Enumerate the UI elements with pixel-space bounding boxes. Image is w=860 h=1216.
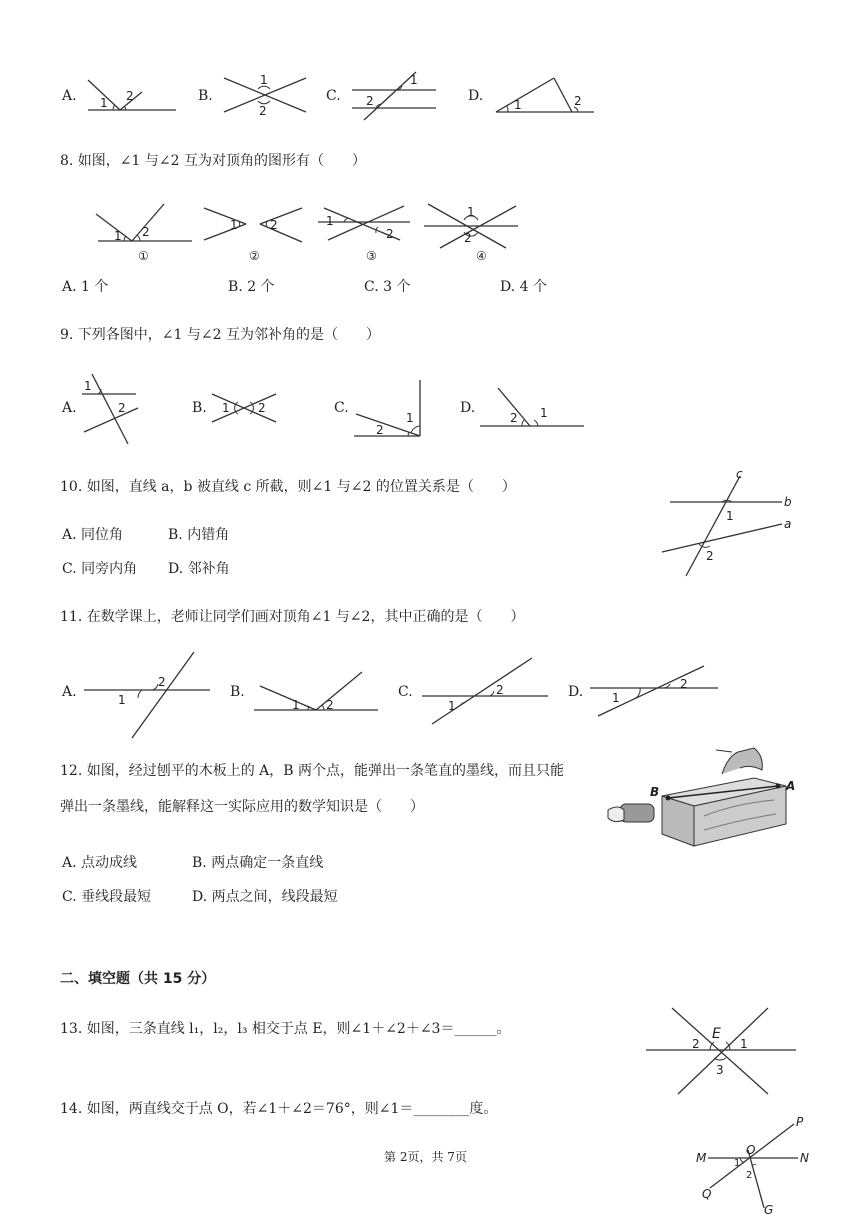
q7-option-b: B. (198, 88, 213, 104)
q7-figure-d (492, 72, 602, 118)
svg-text:1: 1 (406, 411, 414, 425)
svg-text:1: 1 (292, 698, 300, 712)
q14-label-g: G (764, 1203, 774, 1216)
q13-angle3: 3 (716, 1063, 724, 1077)
q10-label-c: c (736, 467, 743, 481)
q14-label-n: N (800, 1151, 809, 1165)
q10-figure (656, 468, 806, 580)
svg-text:1: 1 (448, 699, 456, 713)
q14-label-q: Q (702, 1187, 712, 1201)
svg-text:2: 2 (142, 225, 150, 239)
q11-figure-d (588, 662, 722, 722)
q10-label-a: a (784, 517, 792, 531)
q9-text: 9. 下列各图中，∠1 与∠2 互为邻补角的是（ ） (60, 327, 380, 343)
q13-figure (644, 1000, 798, 1100)
q10-option-c: C. 同旁内角 (62, 561, 138, 577)
svg-text:2: 2 (258, 401, 266, 415)
q14-figure (694, 1116, 814, 1216)
q9-option-b: B. (192, 400, 207, 416)
q7-figure-b (222, 72, 312, 122)
q14-angle1: 1 (734, 1158, 741, 1169)
q11-option-c: C. (398, 684, 413, 700)
q8-fig-label-1: ① (138, 249, 149, 263)
q7-b-angle2: 2 (259, 104, 267, 118)
q7-option-c: C. (326, 88, 341, 104)
q9-option-d: D. (460, 400, 476, 416)
svg-text:1: 1 (118, 693, 126, 707)
svg-text:2: 2 (326, 698, 334, 712)
q8-figure-4 (420, 196, 520, 263)
q10-option-b: B. 内错角 (168, 527, 230, 543)
q8-text: 8. 如图，∠1 与∠2 互为对顶角的图形有（ ） (60, 153, 366, 169)
q10-option-d: D. 邻补角 (168, 561, 230, 577)
q9-figure-d (478, 384, 586, 430)
q13-label-e: E (712, 1026, 721, 1042)
svg-text:2: 2 (270, 218, 278, 232)
q10-angle2: 2 (706, 549, 714, 563)
q9-figure-b (210, 388, 280, 428)
svg-text:2: 2 (680, 677, 688, 691)
q9-figure-c (352, 378, 426, 440)
q10-text: 10. 如图，直线 a，b 被直线 c 所截，则∠1 与∠2 的位置关系是（ ） (60, 479, 516, 495)
q10-label-b: b (784, 495, 792, 509)
svg-text:2: 2 (158, 675, 166, 689)
svg-text:1: 1 (114, 229, 122, 243)
q11-text: 11. 在数学课上，老师让同学们画对顶角∠1 与∠2，其中正确的是（ ） (60, 609, 525, 625)
svg-text:2: 2 (386, 227, 394, 241)
q9-option-c: C. (334, 400, 349, 416)
q12-option-d: D. 两点之间，线段最短 (192, 889, 338, 905)
q7-a-angle2: 2 (126, 89, 134, 103)
q12-wood-board-figure (604, 744, 800, 854)
q8-fig-label-3: ③ (366, 249, 377, 263)
q7-figure-a (80, 70, 190, 120)
svg-text:1: 1 (222, 401, 230, 415)
q10-angle1: 1 (726, 509, 734, 523)
q12-label-a: A (786, 779, 796, 793)
page-footer: 第 2页，共 7页 (384, 1150, 467, 1164)
q7-c-angle2: 2 (366, 94, 374, 108)
q11-option-d: D. (568, 684, 584, 700)
q13-angle1: 1 (740, 1037, 748, 1051)
q12-line1: 12. 如图，经过刨平的木板上的 A，B 两个点，能弹出一条笔直的墨线，而且只能 (60, 763, 565, 779)
svg-text:2: 2 (118, 401, 126, 415)
q14-text: 14. 如图，两直线交于点 O，若∠1＋∠2＝76°，则∠1＝________度。 (60, 1101, 498, 1117)
q12-option-a: A. 点动成线 (62, 855, 138, 871)
q10-option-a: A. 同位角 (62, 527, 124, 543)
q7-c-angle1: 1 (410, 73, 418, 87)
q8-fig-label-2: ② (249, 249, 260, 263)
q14-angle2: 2 (746, 1170, 753, 1181)
q13-angle2: 2 (692, 1037, 700, 1051)
q11-figure-a (82, 650, 214, 742)
section-title-fill-in: 二、填空题（共 15 分） (60, 971, 216, 987)
q7-figure-c (348, 68, 443, 124)
svg-text:1: 1 (467, 205, 475, 219)
q14-label-m: M (696, 1151, 707, 1165)
q8-figure-1 (92, 200, 194, 263)
q12-line2: 弹出一条墨线，能解释这一实际应用的数学知识是（ ） (60, 799, 424, 815)
q7-option-d: D. (468, 88, 484, 104)
svg-text:1: 1 (326, 214, 334, 228)
q7-d-angle2: 2 (574, 94, 582, 108)
q8-fig-label-4: ④ (476, 249, 487, 263)
q14-label-p: P (796, 1115, 804, 1129)
svg-text:1: 1 (84, 379, 92, 393)
svg-text:1: 1 (230, 218, 238, 232)
q7-a-angle1: 1 (100, 96, 108, 110)
q9-figure-a (80, 372, 140, 448)
q8-option-b: B. 2 个 (228, 279, 275, 295)
q7-b-angle1: 1 (260, 73, 268, 87)
q8-option-c: C. 3 个 (364, 279, 411, 295)
q7-option-a: A. (62, 88, 77, 104)
q12-option-c: C. 垂线段最短 (62, 889, 152, 905)
svg-text:2: 2 (464, 231, 472, 245)
q11-option-b: B. (230, 684, 245, 700)
q13-text: 13. 如图，三条直线 l₁，l₂，l₃ 相交于点 E，则∠1＋∠2＋∠3＝______。 (60, 1021, 511, 1037)
q14-label-o: O (746, 1143, 756, 1157)
q8-option-d: D. 4 个 (500, 279, 547, 295)
q11-figure-b (252, 668, 382, 718)
svg-text:2: 2 (376, 423, 384, 437)
svg-text:1: 1 (540, 406, 548, 420)
q12-label-b: B (650, 785, 660, 799)
q12-option-b: B. 两点确定一条直线 (192, 855, 324, 871)
svg-text:2: 2 (496, 683, 504, 697)
q8-figure-3 (314, 200, 414, 263)
q8-option-a: A. 1 个 (62, 279, 109, 295)
q8-figure-2 (200, 200, 305, 263)
q9-option-a: A. (62, 400, 77, 416)
svg-text:2: 2 (510, 411, 518, 425)
q7-d-angle1: 1 (514, 98, 522, 112)
q11-option-a: A. (62, 684, 77, 700)
q11-figure-c (420, 654, 552, 728)
svg-text:1: 1 (612, 691, 620, 705)
